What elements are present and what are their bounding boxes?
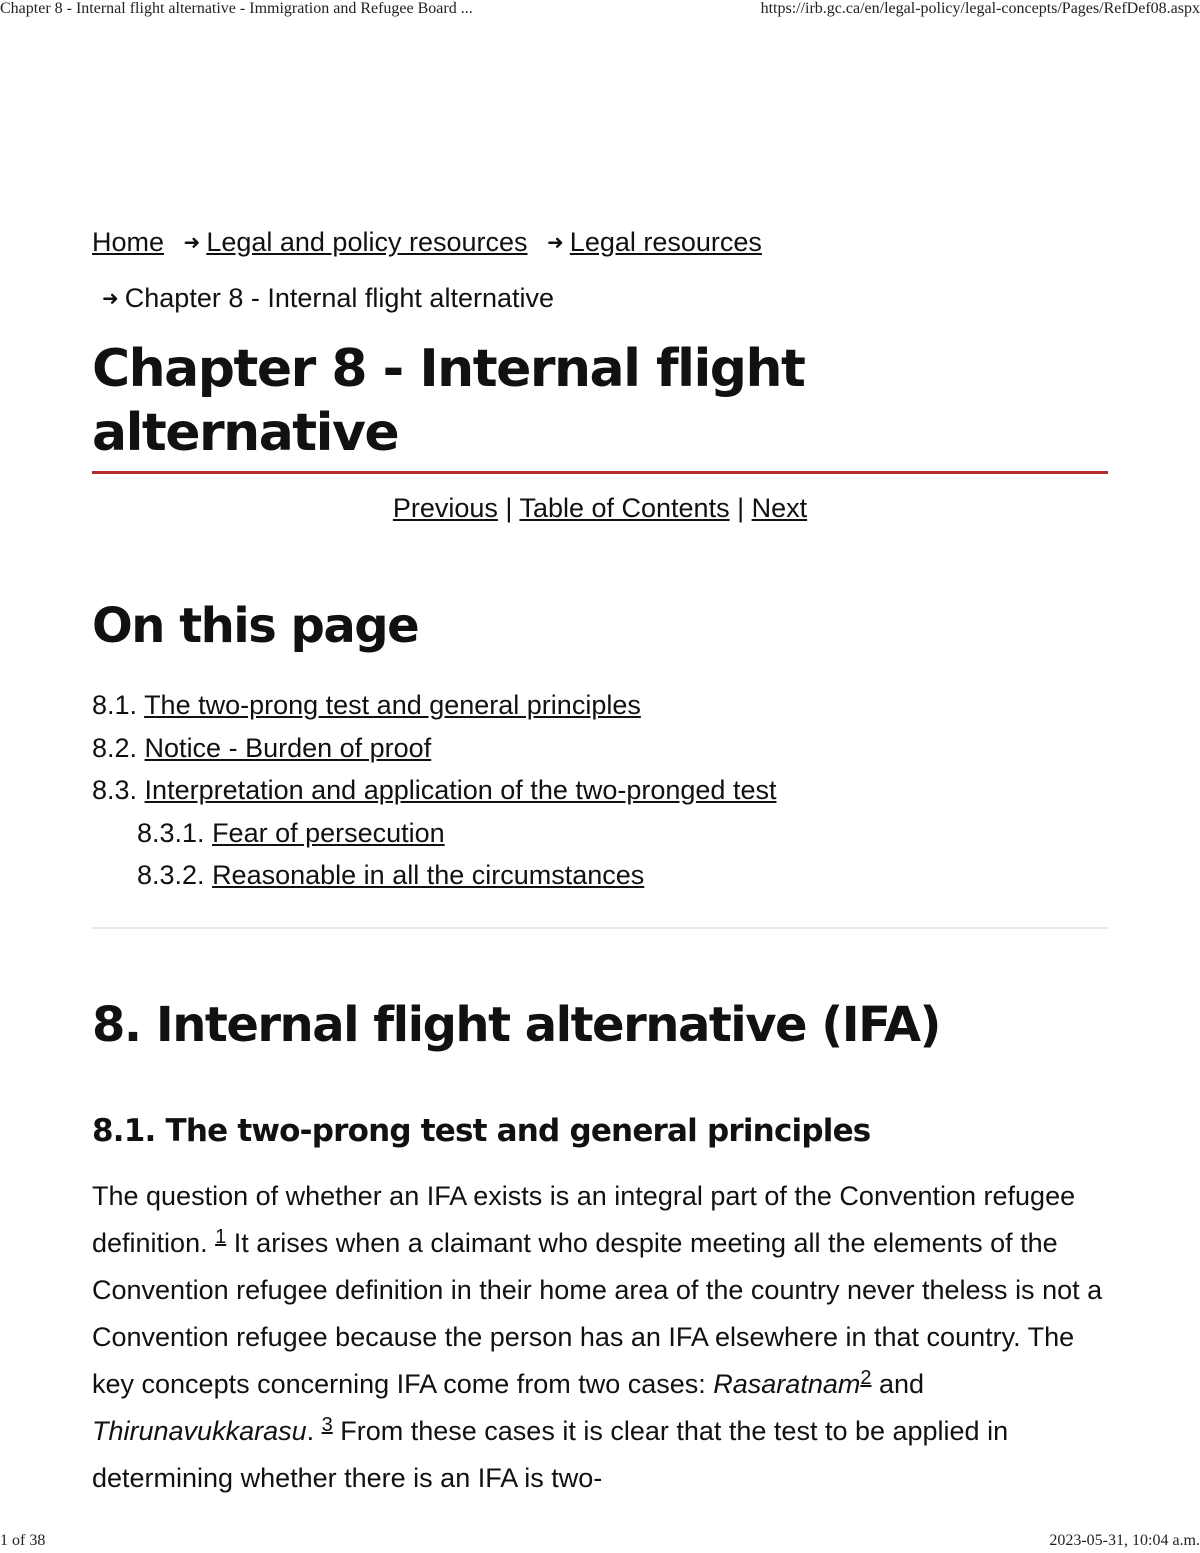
breadcrumb-home-link[interactable]: Home	[92, 227, 165, 257]
footnote-link-1[interactable]: 1	[215, 1225, 227, 1248]
print-datetime: 2023-05-31, 10:04 a.m.	[1049, 1532, 1200, 1549]
toc-link-8-1[interactable]: The two-prong test and general principles	[144, 690, 641, 720]
breadcrumb	[92, 222, 1108, 321]
breadcrumb-row-current	[92, 278, 1108, 321]
breadcrumb-current: Chapter 8 - Internal flight alternative	[124, 283, 554, 313]
toc-link-8-3-2[interactable]: Reasonable in all the circumstances	[212, 860, 645, 890]
toc-link-8-3-1[interactable]: Fear of persecution	[212, 817, 445, 848]
divider	[92, 927, 1108, 929]
arrow-right-icon: ➜	[102, 288, 119, 310]
footnote-link-3[interactable]: 3	[321, 1413, 333, 1436]
arrow-right-icon: ➜	[547, 232, 564, 254]
subsection-heading: 8.1. The two-prong test and general principles	[92, 1112, 871, 1149]
toc-item-number: 8.2.	[92, 732, 145, 763]
on-this-page-heading: On this page	[92, 598, 419, 654]
arrow-right-icon: ➜	[183, 232, 201, 254]
footnote-link-2[interactable]: 2	[860, 1366, 872, 1389]
toc-link-8-3[interactable]: Interpretation and application of the two-pronged test	[144, 775, 777, 805]
main-content	[92, 222, 1108, 1502]
page-title: Chapter 8 - Internal flight alternative	[92, 337, 1108, 474]
print-footer	[0, 1532, 1200, 1553]
toc-list	[92, 684, 1108, 897]
toc-item	[92, 854, 1108, 897]
toc-item	[92, 727, 1108, 770]
page-number: 1 of 38	[0, 1532, 46, 1549]
next-link[interactable]: Next	[751, 493, 808, 523]
paragraph-text: .	[306, 1415, 322, 1446]
print-header-url: https://irb.gc.ca/en/legal-policy/legal-concepts/Pages/RefDef08.aspx	[760, 0, 1200, 17]
breadcrumb-row	[92, 222, 1108, 265]
pager-separator: |	[497, 493, 520, 523]
section-heading: 8. Internal flight alternative (IFA)	[92, 996, 940, 1053]
toc-link-8-2[interactable]: Notice - Burden of proof	[144, 732, 432, 763]
case-name: Thirunavukkarasu	[92, 1415, 307, 1446]
print-header	[0, 0, 1200, 24]
breadcrumb-legal-policy-link[interactable]: Legal and policy resources	[206, 227, 528, 257]
toc-item	[92, 684, 1108, 727]
pager	[92, 490, 1108, 526]
toc-item	[92, 769, 1108, 812]
paragraph-text: The question of whether an IFA exists is an integral part of the Convention refugee definition.	[92, 1180, 1076, 1258]
pager-separator: |	[729, 493, 752, 523]
toc-item	[92, 812, 1108, 855]
case-name: Rasaratnam	[713, 1368, 861, 1399]
toc-item-number: 8.3.1.	[137, 817, 213, 848]
breadcrumb-legal-resources-link[interactable]: Legal resources	[569, 227, 762, 257]
body-paragraph	[92, 1173, 1108, 1502]
paragraph-text: From these cases it is clear that the test to be applied in determining whether there is an IFA is two-	[92, 1415, 1009, 1493]
toc-item-number: 8.3.2.	[137, 860, 213, 890]
paragraph-text: and	[871, 1368, 925, 1399]
toc-item-number: 8.3.	[92, 775, 145, 805]
paragraph-text: It arises when a claimant who despite meeting all the elements of the Convention refugee definition in their home area of the country never theless is not a Convention refugee because the person has an IFA elsewhere in that country. The key concepts concerning IFA come from two cases:	[92, 1227, 1103, 1399]
print-header-title: Chapter 8 - Internal flight alternative - Immigration and Refugee Board ...	[0, 0, 473, 17]
toc-item-number: 8.1.	[92, 690, 145, 720]
previous-link[interactable]: Previous	[392, 493, 498, 523]
table-of-contents-link[interactable]: Table of Contents	[519, 493, 730, 523]
